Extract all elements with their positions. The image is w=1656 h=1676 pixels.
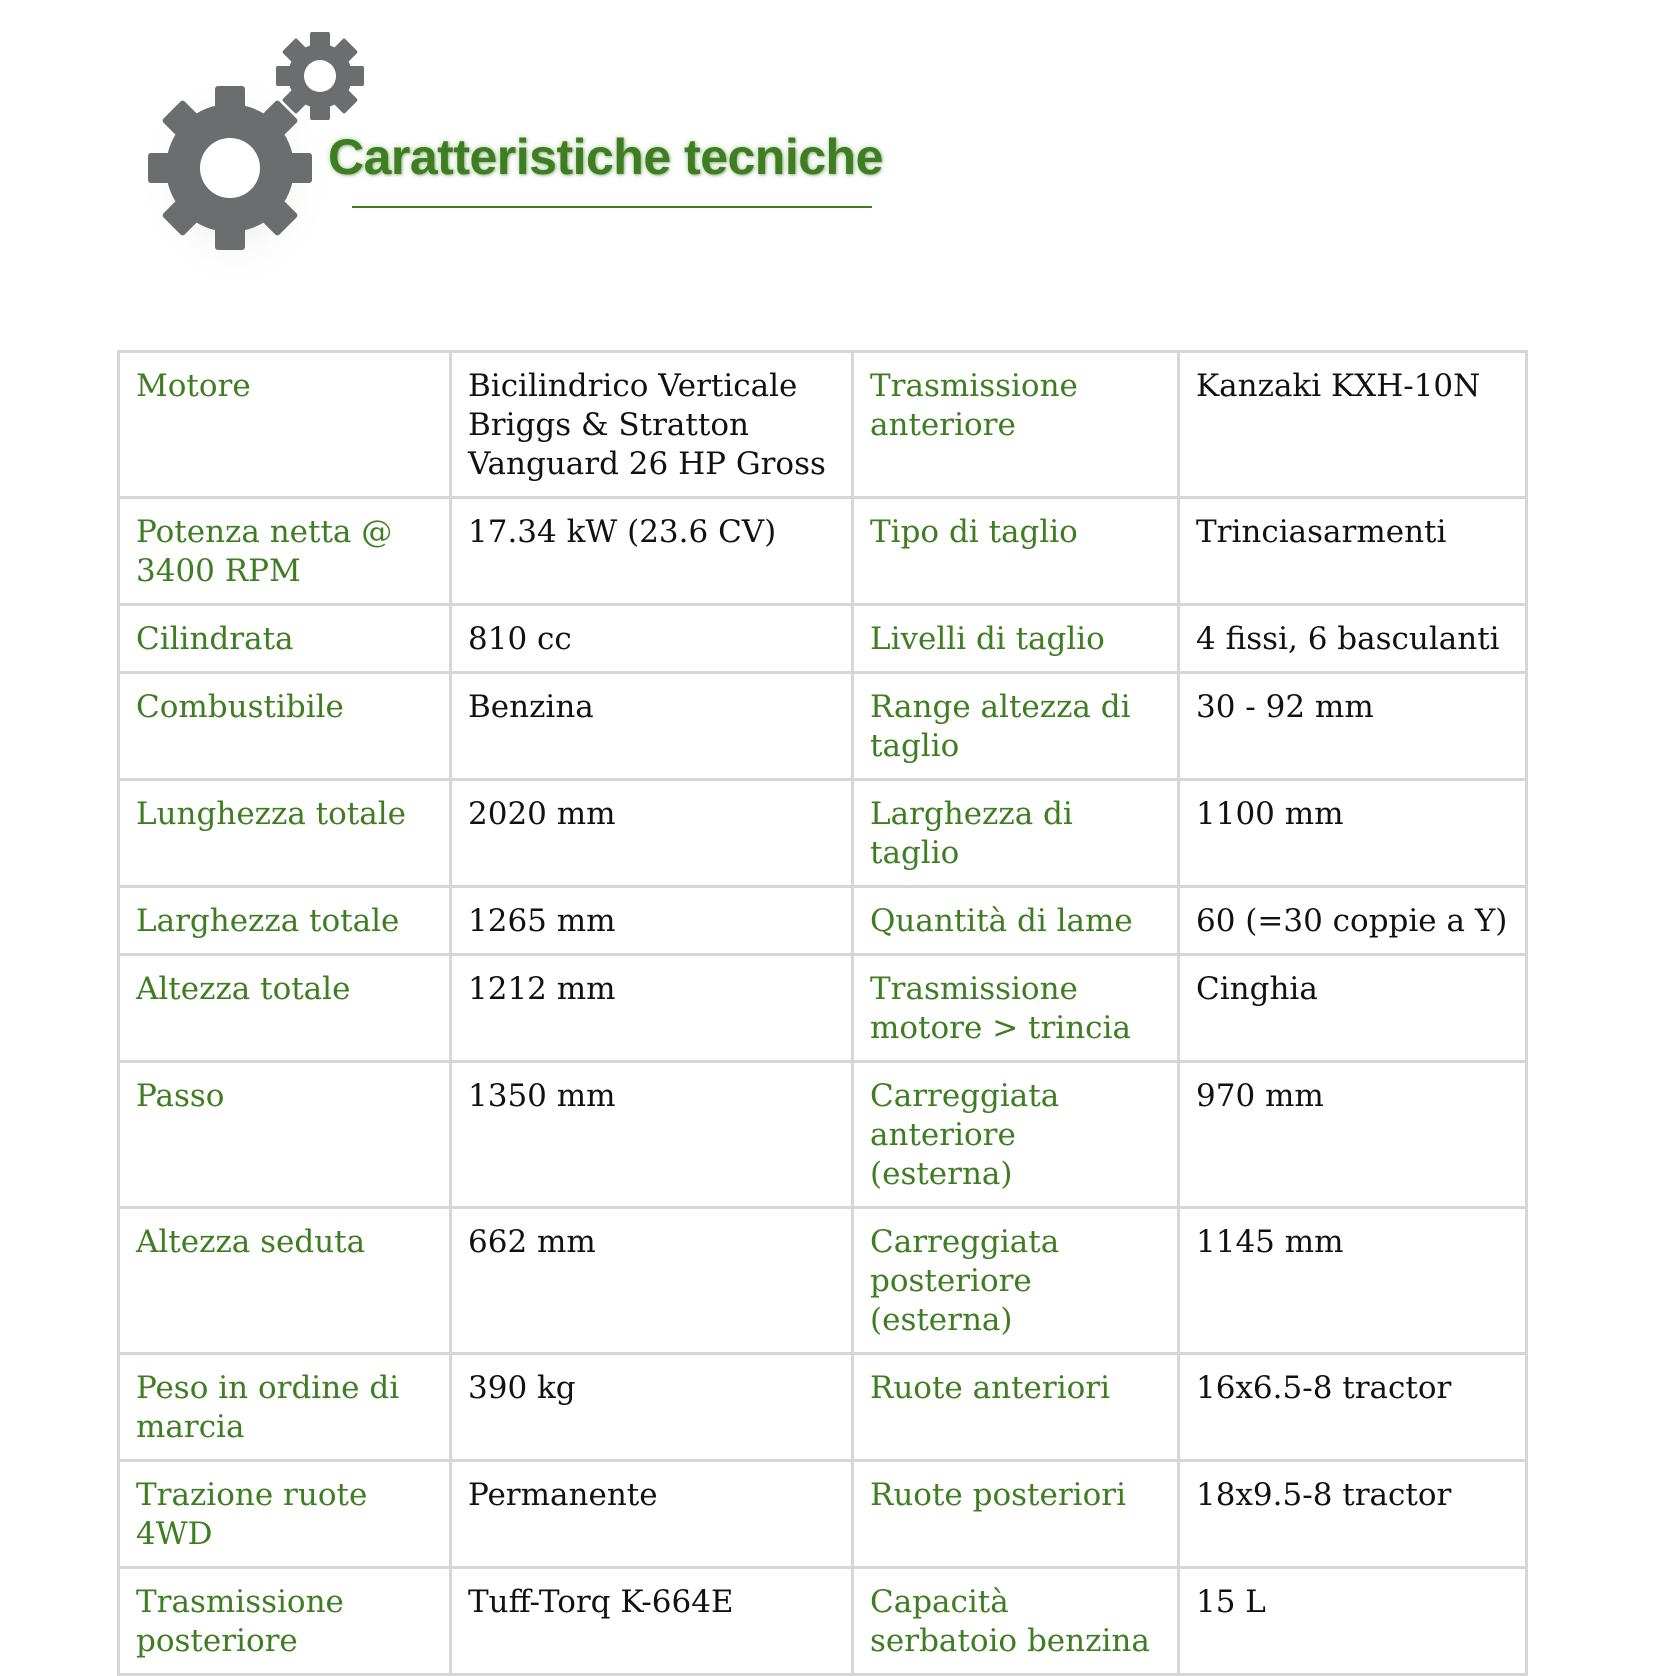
table-row	[119, 1062, 1527, 1208]
spec-label: Larghezza totale	[119, 887, 451, 955]
spec-label: Combustibile	[119, 673, 451, 780]
title-underline	[352, 206, 872, 208]
spec-value: 1212 mm	[451, 955, 853, 1062]
spec-label: Capacità serbatoio benzina	[853, 1568, 1179, 1675]
spec-value: 1100 mm	[1179, 780, 1527, 887]
table-row	[119, 887, 1527, 955]
spec-label: Trasmissione posteriore	[119, 1568, 451, 1675]
spec-value: 18x9.5-8 tractor	[1179, 1461, 1527, 1568]
spec-value: 16x6.5-8 tractor	[1179, 1354, 1527, 1461]
spec-label: Peso in ordine di marcia	[119, 1354, 451, 1461]
table-row	[119, 780, 1527, 887]
spec-value: Trinciasarmenti	[1179, 498, 1527, 605]
spec-label: Larghezza di taglio	[853, 780, 1179, 887]
spec-value: 4 fissi, 6 basculanti	[1179, 605, 1527, 673]
spec-label: Ruote posteriori	[853, 1461, 1179, 1568]
table-row	[119, 605, 1527, 673]
spec-label: Trasmissione anteriore	[853, 352, 1179, 498]
page-header	[0, 0, 1656, 320]
spec-value: Cinghia	[1179, 955, 1527, 1062]
spec-value: Permanente	[451, 1461, 853, 1568]
spec-value: Bicilindrico Verticale Briggs & Stratton Vanguard 26 HP Gross	[451, 352, 853, 498]
page-title: Caratteristiche tecniche	[328, 129, 883, 185]
spec-value: Kanzaki KXH-10N	[1179, 352, 1527, 498]
table-row	[119, 1461, 1527, 1568]
spec-label: Potenza netta @ 3400 RPM	[119, 498, 451, 605]
spec-label: Trazione ruote 4WD	[119, 1461, 451, 1568]
spec-value: 60 (=30 coppie a Y)	[1179, 887, 1527, 955]
spec-label: Lunghezza totale	[119, 780, 451, 887]
spec-value: 1265 mm	[451, 887, 853, 955]
spec-value: 390 kg	[451, 1354, 853, 1461]
table-row	[119, 1208, 1527, 1354]
spec-value: 30 - 92 mm	[1179, 673, 1527, 780]
spec-label: Tipo di taglio	[853, 498, 1179, 605]
table-row	[119, 1354, 1527, 1461]
table-row	[119, 955, 1527, 1062]
spec-value: 17.34 kW (23.6 CV)	[451, 498, 853, 605]
spec-label: Motore	[119, 352, 451, 498]
spec-label: Quantità di lame	[853, 887, 1179, 955]
specs-table	[117, 350, 1528, 1676]
spec-value: 1350 mm	[451, 1062, 853, 1208]
spec-value: 662 mm	[451, 1208, 853, 1354]
spec-label: Carreggiata posteriore (esterna)	[853, 1208, 1179, 1354]
spec-label: Carreggiata anteriore (esterna)	[853, 1062, 1179, 1208]
spec-value: 2020 mm	[451, 780, 853, 887]
spec-value: 970 mm	[1179, 1062, 1527, 1208]
spec-label: Ruote anteriori	[853, 1354, 1179, 1461]
table-row	[119, 673, 1527, 780]
table-row	[119, 1568, 1527, 1675]
spec-label: Altezza totale	[119, 955, 451, 1062]
spec-value: Benzina	[451, 673, 853, 780]
table-row	[119, 352, 1527, 498]
spec-label: Range altezza di taglio	[853, 673, 1179, 780]
spec-label: Passo	[119, 1062, 451, 1208]
spec-label: Trasmissione motore > trincia	[853, 955, 1179, 1062]
spec-value: 1145 mm	[1179, 1208, 1527, 1354]
spec-label: Altezza seduta	[119, 1208, 451, 1354]
spec-label: Livelli di taglio	[853, 605, 1179, 673]
table-row	[119, 498, 1527, 605]
spec-label: Cilindrata	[119, 605, 451, 673]
spec-value: 810 cc	[451, 605, 853, 673]
spec-value: Tuff-Torq K-664E	[451, 1568, 853, 1675]
spec-value: 15 L	[1179, 1568, 1527, 1675]
